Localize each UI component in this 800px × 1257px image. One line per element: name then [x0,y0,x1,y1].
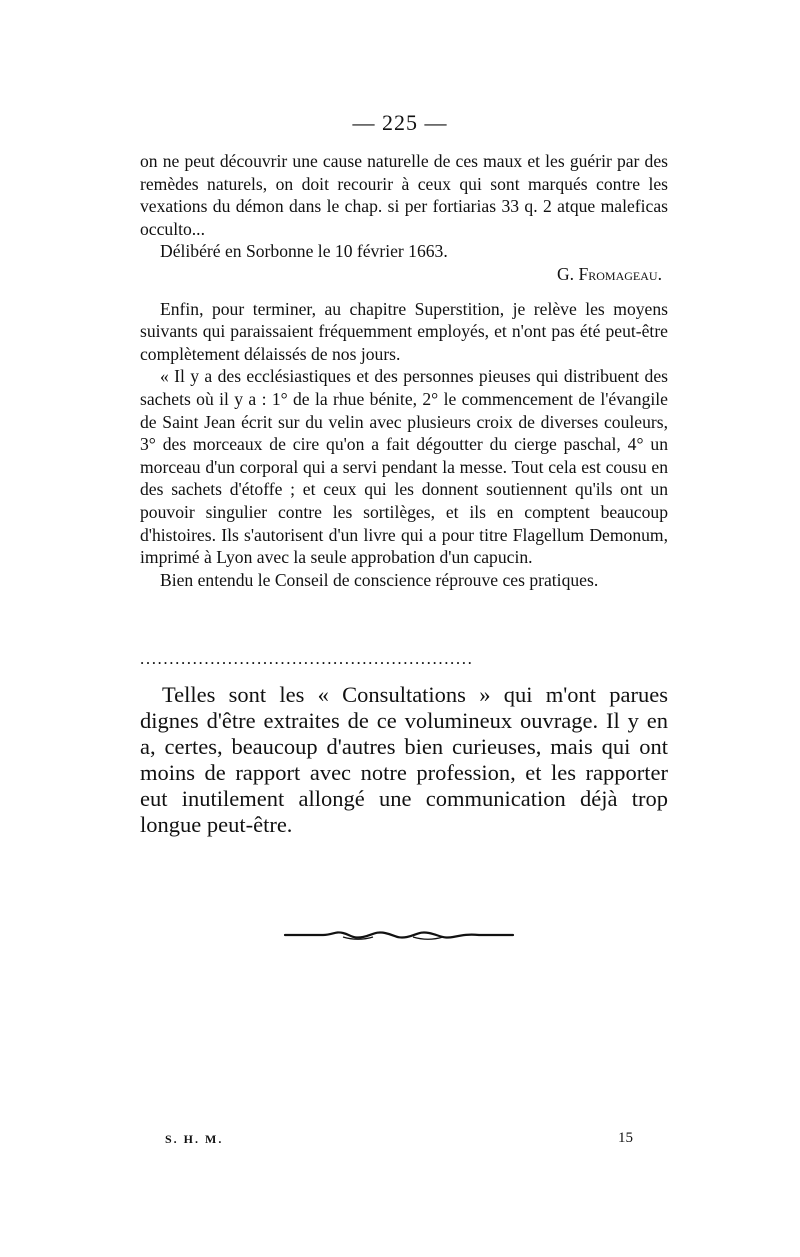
page-number: — 225 — [352,110,448,135]
signature-name: Fromageau. [578,263,662,284]
footer-sheet-number: 15 [618,1130,633,1146]
paragraph-4: « Il y a des ecclésiastiques et des personnes pieuses qui distribuent des sachets où il y a : 1° de la rhue bénite, 2° le commencement de l'évangile de Saint Jean écrit sur du velin avec plusieurs croix de diverses couleurs, 3° des morceaux de cire qu'on a fait dégoutter du cierge paschal, 4° un morceau d'un corporal qui a servi pendant la messe. Tout cela est cousu en des sachets d'étoffe ; et ceux qui les donnent soutiennent qu'ils ont un pouvoir singulier contre les sortilèges, et ils en comptent beaucoup d'histoires. Ils s'autorisent d'un livre qui a pour titre Flagellum Demonum, imprimé à Lyon avec la seule approbation d'un capucin. [140,366,668,568]
paragraph-2: Délibéré en Sorbonne le 10 février 1663. [160,241,448,262]
closing-paragraph: Telles sont les « Consultations » qui m'ont parues dignes d'être extraites de ce volumineux ouvrage. Il y en a, certes, beaucoup d'autres bien curieuses, mais qui ont moins de rapport avec notre profession, et les rapporter eut inutilement allongé une communication déjà trop longue peut-être. [140,682,668,837]
footer-signature: S. H. M. [165,1132,224,1146]
paragraph-5: Bien entendu le Conseil de conscience réprouve ces pratiques. [160,569,599,590]
body-text [140,150,668,591]
signature-initial: G. [556,263,575,284]
dotted-separator: ......................................................... [140,649,474,668]
closing-section [140,682,668,838]
ornament-divider [283,925,515,945]
paragraph-1: on ne peut découvrir une cause naturelle de ces maux et les guérir par des remèdes naturels, on doit recourir à ceux qui sont marqués contre les vexations du démon dans le chap. si per fortiarias 33 q. 2 atque maleficas occulto... [140,151,668,239]
signature [140,263,668,286]
paragraph-3: Enfin, pour terminer, au chapitre Superstition, je relève les moyens suivants qui paraissaient fréquemment employés, et n'ont pas été peut-être complètement délaissés de nos jours. [140,298,668,364]
